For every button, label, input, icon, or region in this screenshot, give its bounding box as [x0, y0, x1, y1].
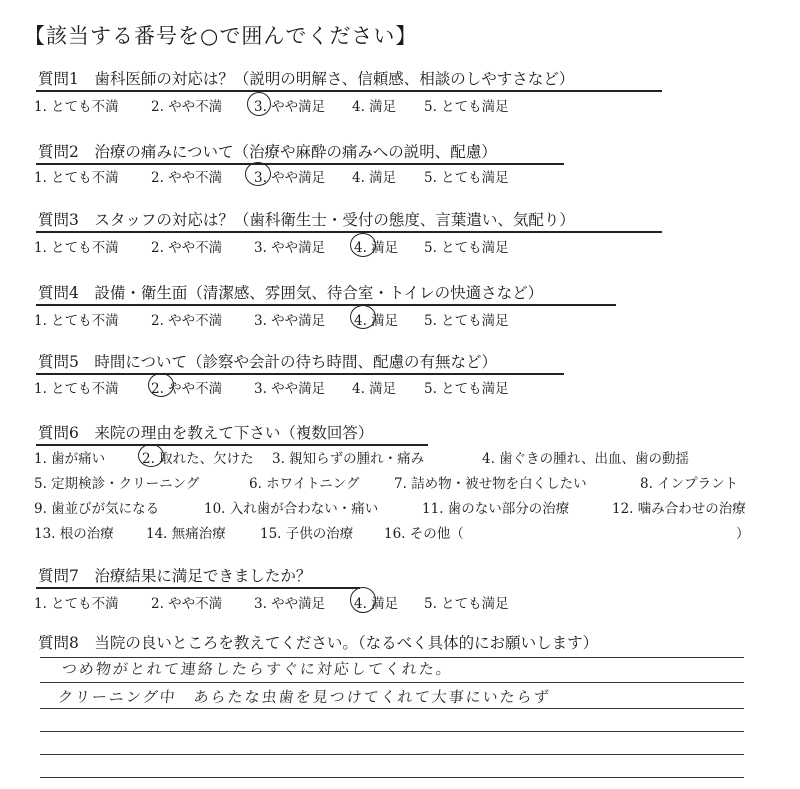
- q7-option-4[interactable]: 4. 満足: [354, 596, 399, 612]
- writing-line: [40, 657, 744, 658]
- q5-option-5[interactable]: 5. とても満足: [424, 381, 509, 397]
- q2-option-4[interactable]: 4. 満足: [352, 170, 397, 186]
- writing-line: [40, 754, 744, 755]
- question-1-underline: [36, 90, 662, 92]
- handwritten-answer-line-2: クリーニング中 あらたな虫歯を見つけてくれて大事にいたらず: [57, 688, 552, 706]
- q6-option-6[interactable]: 6. ホワイトニング: [249, 476, 360, 492]
- q3-option-4[interactable]: 4. 満足: [354, 240, 399, 256]
- selection-circle: [350, 587, 376, 613]
- handwritten-answer-line-1: つめ物がとれて連絡したらすぐに対応してくれた。: [61, 660, 454, 678]
- q7-option-2[interactable]: 2. やや不満: [151, 596, 223, 612]
- q6-option-4[interactable]: 4. 歯ぐきの腫れ、出血、歯の動揺: [482, 451, 689, 467]
- q6-option-14[interactable]: 14. 無痛治療: [146, 526, 226, 542]
- q5-option-2[interactable]: 2. やや不満: [151, 381, 223, 397]
- question-3-underline: [36, 231, 662, 233]
- q4-option-1[interactable]: 1. とても不満: [34, 313, 119, 329]
- selection-circle: [245, 162, 271, 186]
- q4-option-3[interactable]: 3. やや満足: [254, 313, 326, 329]
- q3-option-5[interactable]: 5. とても満足: [424, 240, 509, 256]
- q6-close-paren: ）: [736, 526, 750, 542]
- question-7-underline: [36, 587, 360, 589]
- question-3-title: 質問3 スタッフの対応は？（歯科衛生士・受付の態度、言葉遣い、気配り）: [38, 211, 575, 229]
- q6-option-15[interactable]: 15. 子供の治療: [260, 526, 354, 542]
- q2-option-5[interactable]: 5. とても満足: [424, 170, 509, 186]
- q7-option-5[interactable]: 5. とても満足: [424, 596, 509, 612]
- q6-option-7[interactable]: 7. 詰め物・被せ物を白くしたい: [394, 476, 587, 492]
- q6-option-10[interactable]: 10. 入れ歯が合わない・痛い: [204, 501, 379, 517]
- q6-option-3[interactable]: 3. 親知らずの腫れ・痛み: [272, 451, 425, 467]
- question-7-title: 質問7 治療結果に満足できましたか？: [38, 567, 312, 585]
- writing-line: [40, 731, 744, 732]
- question-6-underline: [36, 444, 428, 446]
- selection-circle: [148, 373, 174, 397]
- q1-option-1[interactable]: 1. とても不満: [34, 99, 119, 115]
- q1-option-4[interactable]: 4. 満足: [352, 99, 397, 115]
- question-5-title: 質問5 時間について（診察や会計の待ち時間、配慮の有無など）: [38, 353, 498, 371]
- question-8-title: 質問8 当院の良いところを教えてください。（なるべく具体的にお願いします）: [38, 634, 599, 652]
- selection-circle: [247, 92, 271, 116]
- q6-option-1[interactable]: 1. 歯が痛い: [34, 451, 106, 467]
- q3-option-1[interactable]: 1. とても不満: [34, 240, 119, 256]
- q7-option-3[interactable]: 3. やや満足: [254, 596, 326, 612]
- q6-option-2[interactable]: 2. 取れた、欠けた: [142, 451, 254, 467]
- selection-circle: [138, 444, 164, 467]
- q6-option-16[interactable]: 16. その他（: [384, 526, 464, 542]
- q6-option-9[interactable]: 9. 歯並びが気になる: [34, 501, 160, 517]
- q6-option-11[interactable]: 11. 歯のない部分の治療: [422, 501, 570, 517]
- q2-option-3[interactable]: 3. やや満足: [254, 170, 326, 186]
- q6-option-13[interactable]: 13. 根の治療: [34, 526, 114, 542]
- q6-option-12[interactable]: 12. 噛み合わせの治療: [612, 501, 746, 517]
- instruction-header: 【該当する番号を○で囲んでください】: [24, 24, 418, 48]
- q2-option-1[interactable]: 1. とても不満: [34, 170, 119, 186]
- q5-option-3[interactable]: 3. やや満足: [254, 381, 326, 397]
- q6-option-8[interactable]: 8. インプラント: [640, 476, 739, 492]
- q4-option-5[interactable]: 5. とても満足: [424, 313, 509, 329]
- question-2-underline: [36, 163, 564, 165]
- q4-option-2[interactable]: 2. やや不満: [151, 313, 223, 329]
- question-5-underline: [36, 373, 564, 375]
- question-1-title: 質問1 歯科医師の対応は？（説明の明解さ、信頼感、相談のしやすさなど）: [38, 70, 575, 88]
- q5-option-4[interactable]: 4. 満足: [352, 381, 397, 397]
- selection-circle: [350, 233, 376, 257]
- question-4-underline: [36, 304, 616, 306]
- q1-option-3[interactable]: 3. やや満足: [254, 99, 326, 115]
- question-2-title: 質問2 治療の痛みについて（治療や麻酔の痛みへの説明、配慮）: [38, 143, 497, 161]
- writing-line: [40, 777, 744, 778]
- q5-option-1[interactable]: 1. とても不満: [34, 381, 119, 397]
- q1-option-5[interactable]: 5. とても満足: [424, 99, 509, 115]
- q6-option-5[interactable]: 5. 定期検診・クリーニング: [34, 476, 200, 492]
- q3-option-3[interactable]: 3. やや満足: [254, 240, 326, 256]
- q4-option-4[interactable]: 4. 満足: [354, 313, 399, 329]
- q7-option-1[interactable]: 1. とても不満: [34, 596, 119, 612]
- question-6-title: 質問6 来院の理由を教えて下さい（複数回答）: [38, 424, 374, 442]
- question-4-title: 質問4 設備・衛生面（清潔感、雰囲気、待合室・トイレの快適さなど）: [38, 284, 544, 302]
- writing-line: [40, 682, 744, 683]
- q3-option-2[interactable]: 2. やや不満: [151, 240, 223, 256]
- writing-line: [40, 708, 744, 709]
- selection-circle: [350, 305, 376, 329]
- q1-option-2[interactable]: 2. やや不満: [151, 99, 223, 115]
- q2-option-2[interactable]: 2. やや不満: [151, 170, 223, 186]
